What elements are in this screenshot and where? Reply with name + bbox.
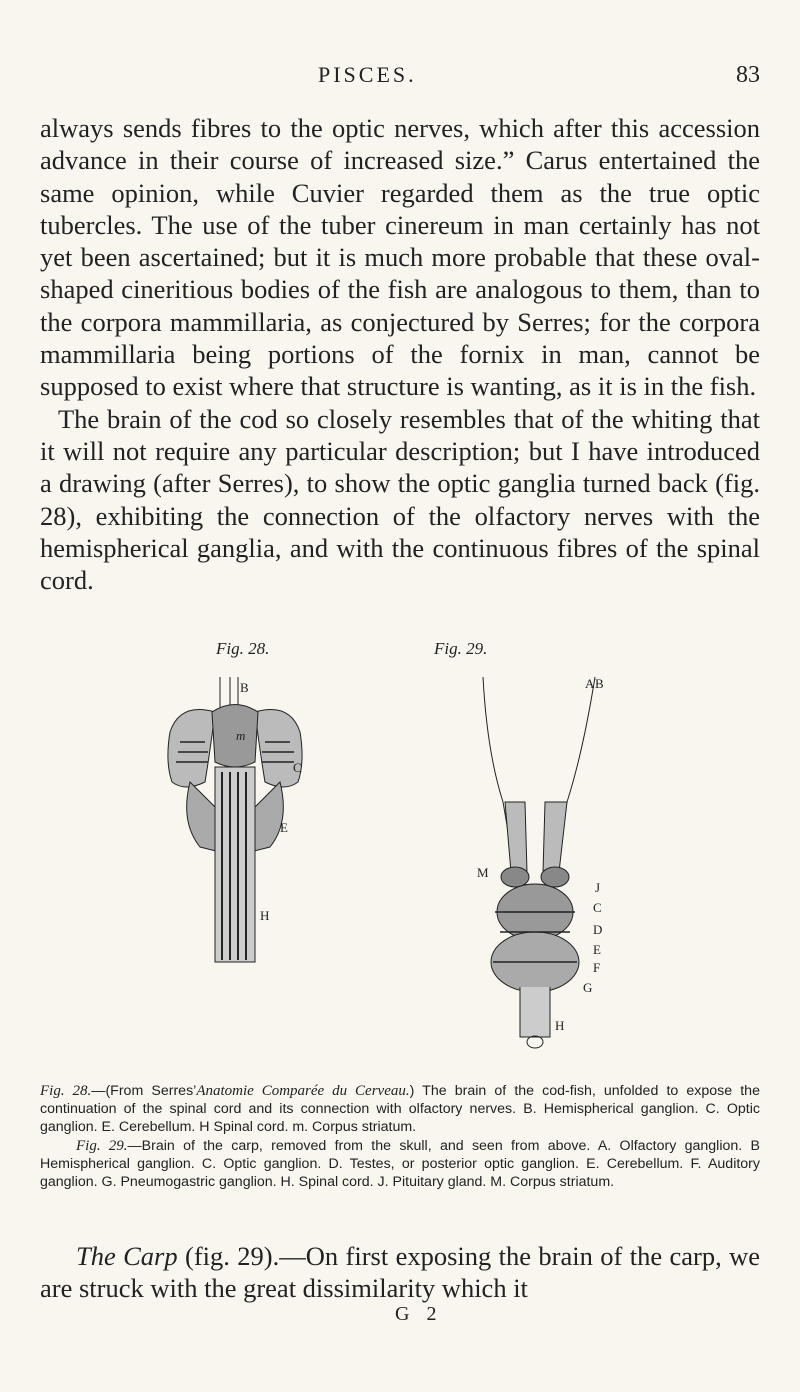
fig29-letter-c: C — [593, 900, 602, 915]
caption-fig28 — [40, 1082, 760, 1137]
fig28-label: Fig. 28. — [216, 639, 270, 658]
body-text — [40, 112, 760, 596]
signature-mark: G 2 — [395, 1303, 443, 1325]
fig29-letter-e: E — [593, 942, 601, 957]
fig29-letter-m: M — [477, 865, 489, 880]
fig28-letter-b: B — [240, 680, 249, 695]
fig29-illustration — [475, 672, 615, 1052]
fig28-letter-c: C — [293, 760, 302, 775]
fig28-illustration — [160, 672, 310, 972]
figure-caption — [40, 1082, 760, 1191]
paragraph-1: always sends fibres to the optic nerves, which after this accession advance in their course of increased size.” Carus entertained the same opinion, while Cuvier regarded them as the true optic tubercles. The use of the tuber cinereum in man certainly has not yet been ascertained; but it is much more probable that these oval-shaped cineritious bodies of the fish are analogous to them, than to the corpora mammillaria, as conjectured by Serres; for the corpora mammillaria being portions of the fornix in man, cannot be supposed to exist where that structure is wanting, as it is in the fish. — [40, 113, 760, 402]
running-head — [0, 62, 800, 102]
fig29-letter-b: B — [595, 676, 604, 691]
caption-fig28-title: Anatomie Comparée du Cerveau. — [196, 1083, 410, 1099]
page-number: 83 — [736, 62, 760, 88]
fig29-letter-g: G — [583, 980, 593, 995]
fig28-letter-e: E — [280, 820, 288, 835]
fig29-letter-f: F — [593, 960, 601, 975]
closing-title: The Carp — [76, 1241, 178, 1271]
caption-fig29-text: —Brain of the carp, removed from the skull, and seen from above. A. Olfactory ganglion. B Hemispherical ganglion. C. Optic ganglion. D. Testes, or posterior optic ganglion. E. Cerebellum. F. Auditory ganglion. G. Pneumogastric ganglion. H. Spinal cord. J. Pituitary gland. M. Corpus striatum. — [40, 1137, 760, 1191]
closing-text: (fig. 29).—On first exposing the brain of the carp, we are struck with the great dissimilarity which it — [40, 1241, 760, 1304]
fig29-letter-h: H — [555, 1018, 565, 1033]
caption-fig28-lead: —(From Serres’ — [91, 1083, 197, 1099]
caption-fig28-ref: Fig. 28. — [40, 1083, 92, 1099]
fig29-label: Fig. 29. — [434, 639, 488, 658]
running-head-title: PISCES. — [318, 62, 417, 87]
paragraph-2: The brain of the cod so closely resembles that of the whiting that it will not require any particular description; but I have introduced a drawing (after Serres), to show the optic ganglia turned back (fig. 28), exhibiting the connection of the olfactory nerves with the hemispherical ganglia, and with the continuous fibres of the spinal cord. — [40, 403, 760, 596]
fig29-letter-a: A — [585, 676, 595, 691]
fig29-letter-d: D — [593, 922, 603, 937]
fig28-letter-m: m — [236, 728, 246, 743]
fig28-letter-h: H — [260, 908, 270, 923]
caption-fig29 — [40, 1137, 760, 1192]
caption-fig28-rest: ) The brain of the cod-fish, unfolded to expose the continuation of the spinal cord and its connection with olfactory nerves. B. Hemispherical ganglion. C. Optic ganglion. E. Cerebellum. H Spinal cord. m. Corpus striatum. — [40, 1083, 760, 1136]
caption-fig29-ref: Fig. 29. — [76, 1137, 128, 1154]
closing-paragraph — [40, 1240, 760, 1305]
fig29-letter-j: J — [595, 880, 601, 895]
